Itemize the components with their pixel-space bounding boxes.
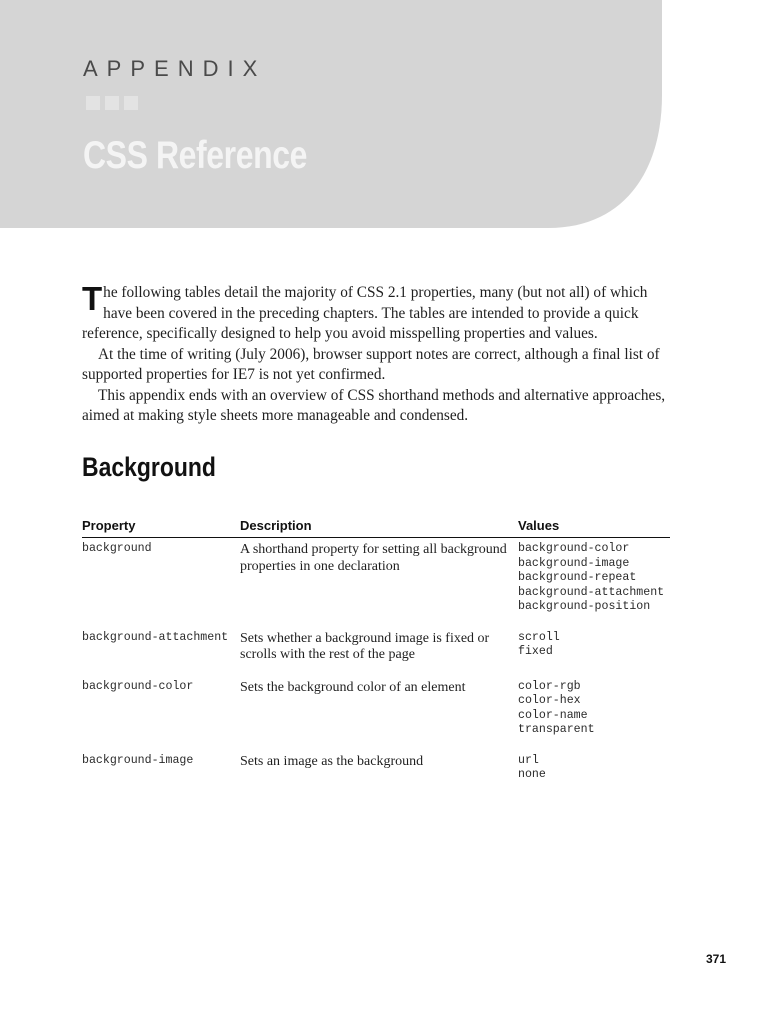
chapter-title: CSS Reference xyxy=(83,134,307,177)
page-number: 371 xyxy=(706,952,727,966)
property-cell: background-attachment xyxy=(82,630,229,644)
square-2 xyxy=(105,96,119,110)
value-item: none xyxy=(518,768,546,781)
column-header-description: Description xyxy=(240,518,518,538)
column-header-property: Property xyxy=(82,518,240,538)
chapter-banner xyxy=(0,0,770,240)
values-cell xyxy=(518,750,670,795)
description-cell: Sets an image as the background xyxy=(240,753,424,769)
intro-paragraph-1-text: he following tables detail the majority of CSS 2.1 properties, many (but not all) of which have been covered in the preceding chapters. The tables are intended to provide a quick reference, specifically designed to help you avoid misspelling properties and values. xyxy=(82,284,648,342)
values-cell xyxy=(518,538,670,627)
values-cell xyxy=(518,627,670,676)
value-item: color-hex xyxy=(518,694,581,707)
background-table xyxy=(82,518,670,795)
table-row xyxy=(82,627,670,676)
value-item: background-repeat xyxy=(518,571,637,584)
section-title: Background xyxy=(82,452,216,482)
description-cell: A shorthand property for setting all background properties in one declaration xyxy=(240,542,507,574)
value-item: color-name xyxy=(518,708,588,722)
square-3 xyxy=(124,96,138,110)
table-header-row xyxy=(82,518,670,538)
drop-cap: T xyxy=(82,280,103,317)
property-cell: background-color xyxy=(82,679,194,693)
property-cell: background xyxy=(82,542,152,555)
appendix-label: APPENDIX xyxy=(83,56,267,81)
intro-paragraph-2: At the time of writing (July 2006), browser support notes are correct, although a final list of supported properties for IE7 is not yet confirmed. xyxy=(82,345,660,383)
property-cell: background-image xyxy=(82,753,194,767)
value-item: color-rgb xyxy=(518,679,581,693)
column-header-values: Values xyxy=(518,518,670,538)
value-item: transparent xyxy=(518,723,595,736)
intro-paragraph-1 xyxy=(82,280,672,345)
decorative-squares xyxy=(86,96,138,110)
intro-text xyxy=(82,280,672,427)
banner-shape xyxy=(0,0,770,240)
intro-paragraph-3: This appendix ends with an overview of CSS shorthand methods and alternative approaches, aimed at making style sheets more manageable and condensed. xyxy=(82,386,666,424)
value-item: scroll xyxy=(518,630,560,644)
table-row xyxy=(82,750,670,795)
value-item: background-position xyxy=(518,600,651,613)
value-item: background-attachment xyxy=(518,585,665,599)
value-item: background-image xyxy=(518,556,630,570)
values-cell xyxy=(518,676,670,750)
description-cell: Sets whether a background image is fixed or scrolls with the rest of the page xyxy=(240,630,490,662)
table-row xyxy=(82,538,670,627)
value-item: background-color xyxy=(518,542,630,555)
value-item: url xyxy=(518,753,539,767)
value-item: fixed xyxy=(518,645,553,658)
square-1 xyxy=(86,96,100,110)
description-cell: Sets the background color of an element xyxy=(240,679,466,695)
table-row xyxy=(82,676,670,750)
